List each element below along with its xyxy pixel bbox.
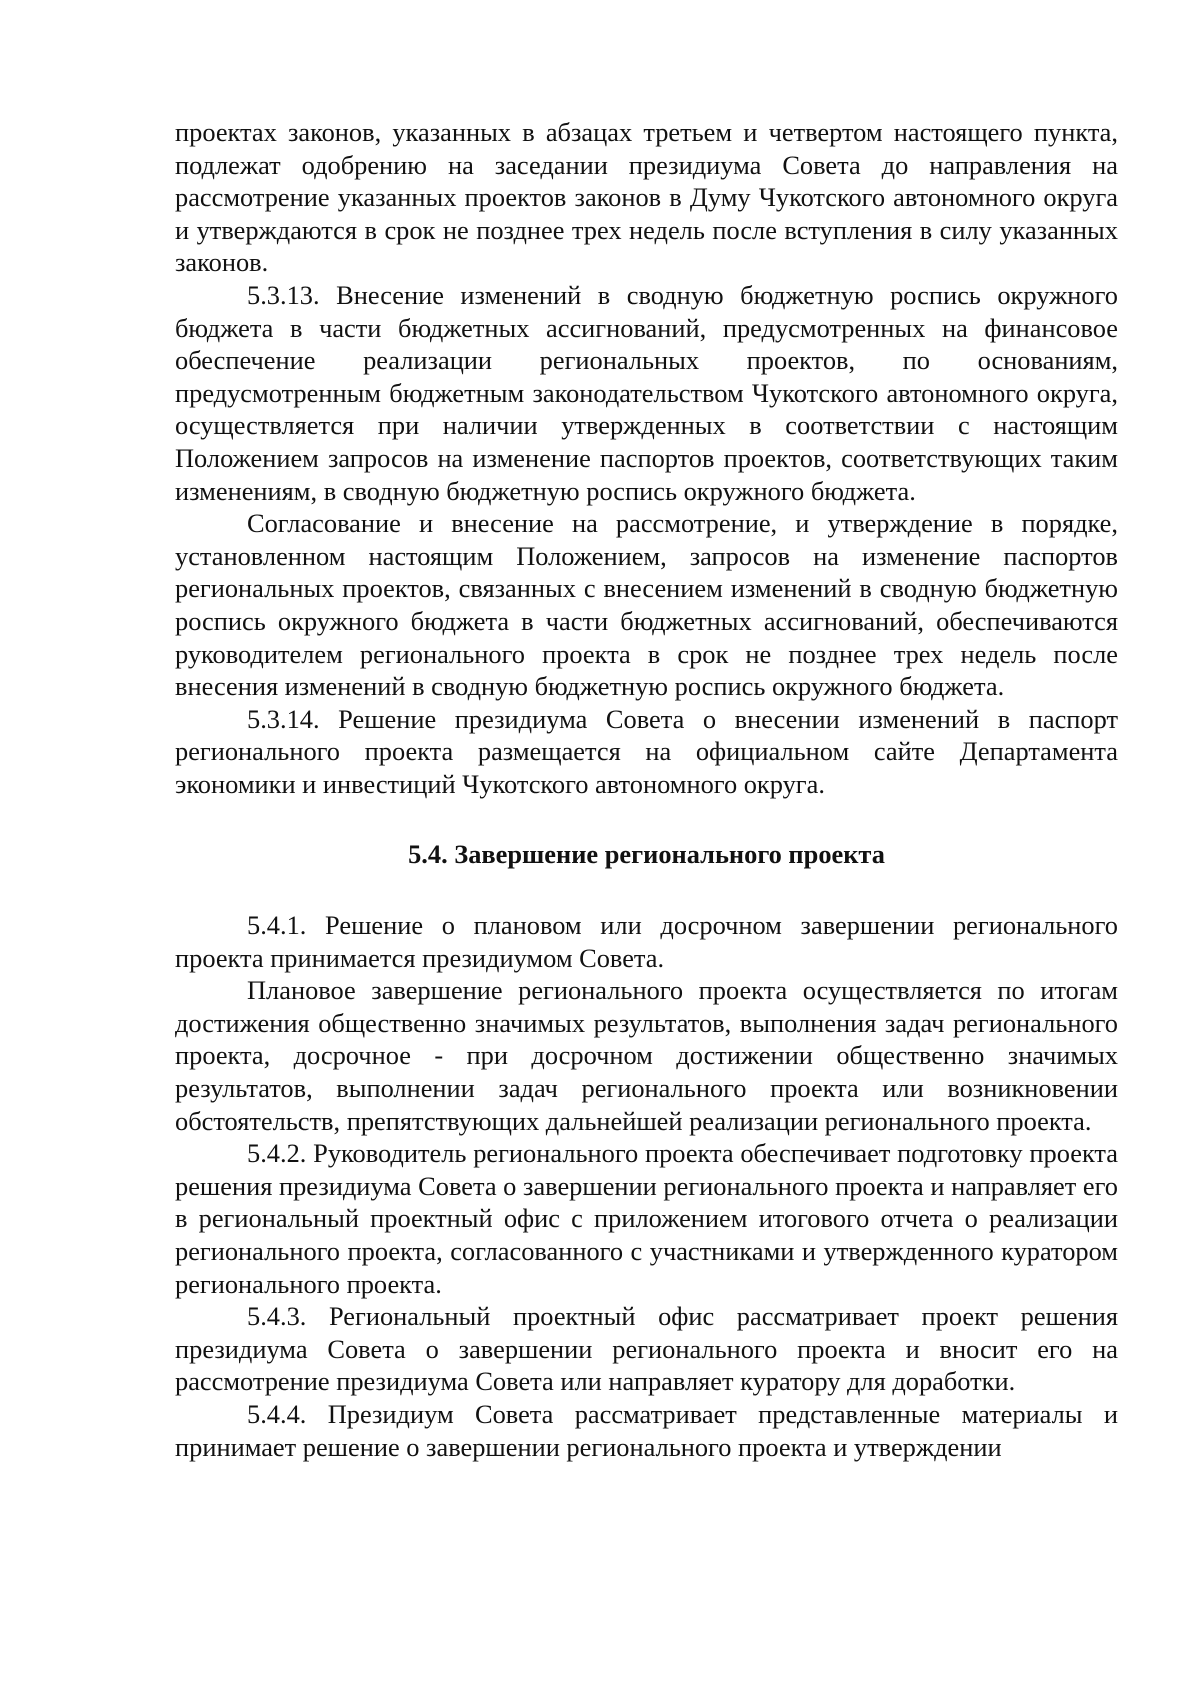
paragraph-5-3-14: 5.3.14. Решение президиума Совета о внесении изменений в паспорт регионального проекта размещается на официальном сайте Департамента экономики и инвестиций Чукотского автономного округа. bbox=[175, 703, 1118, 799]
section-heading-5-4: 5.4. Завершение регионального проекта bbox=[408, 839, 885, 870]
paragraph-planned-completion: Плановое завершение регионального проекта осуществляется по итогам достижения общественно значимых результатов, выполнения задач регионального проекта, досрочное - при досрочном достижении общественно значимых результатов, выполнении задач регионального проекта или возникновении обстоятельств, препятствующих дальнейшей реализации регионального проекта. bbox=[175, 975, 1118, 1136]
paragraph-5-4-4: 5.4.4. Президиум Совета рассматривает представленные материалы и принимает решение о завершении регионального проекта и утверждении bbox=[175, 1398, 1118, 1462]
document-body bbox=[175, 116, 1118, 1463]
paragraph-5-3-13: 5.3.13. Внесение изменений в сводную бюджетную роспись окружного бюджета в части бюджетных ассигнований, предусмотренных на финансовое обеспечение реализации региональных проектов, по основаниям, предусмотренным бюджетным законодательством Чукотского автономного округа, осуществляется при наличии утвержденных в соответствии с настоящим Положением запросов на изменение паспортов проектов, соответствующих таким изменениям, в сводную бюджетную роспись окружного бюджета. bbox=[175, 279, 1118, 506]
paragraph-5-4-2: 5.4.2. Руководитель регионального проекта обеспечивает подготовку проекта решения президиума Совета о завершении регионального проекта и направляет его в региональный проектный офис с приложением итогового отчета о реализации регионального проекта, согласованного с участниками и утвержденного куратором регионального проекта. bbox=[175, 1138, 1118, 1299]
paragraph-continuation: проектах законов, указанных в абзацах третьем и четвертом настоящего пункта, подлежат одобрению на заседании президиума Совета до направления на рассмотрение указанных проектов законов в Думу Чукотского автономного округа и утверждаются в срок не позднее трех недель после вступления в силу указанных законов. bbox=[175, 117, 1118, 278]
paragraph-approval-requests: Согласование и внесение на рассмотрение, и утверждение в порядке, установленном настоящим Положением, запросов на изменение паспортов региональных проектов, связанных с внесением изменений в сводную бюджетную роспись окружного бюджета в части бюджетных ассигнований, обеспечиваются руководителем регионального проекта в срок не позднее трех недель после внесения изменений в сводную бюджетную роспись окружного бюджета. bbox=[175, 508, 1118, 702]
paragraph-5-4-1: 5.4.1. Решение о плановом или досрочном завершении регионального проекта принимается президиумом Совета. bbox=[175, 910, 1118, 973]
paragraph-5-4-3: 5.4.3. Региональный проектный офис рассматривает проект решения президиума Совета о завершении регионального проекта и вносит его на рассмотрение президиума Совета или направляет куратору для доработки. bbox=[175, 1301, 1118, 1397]
